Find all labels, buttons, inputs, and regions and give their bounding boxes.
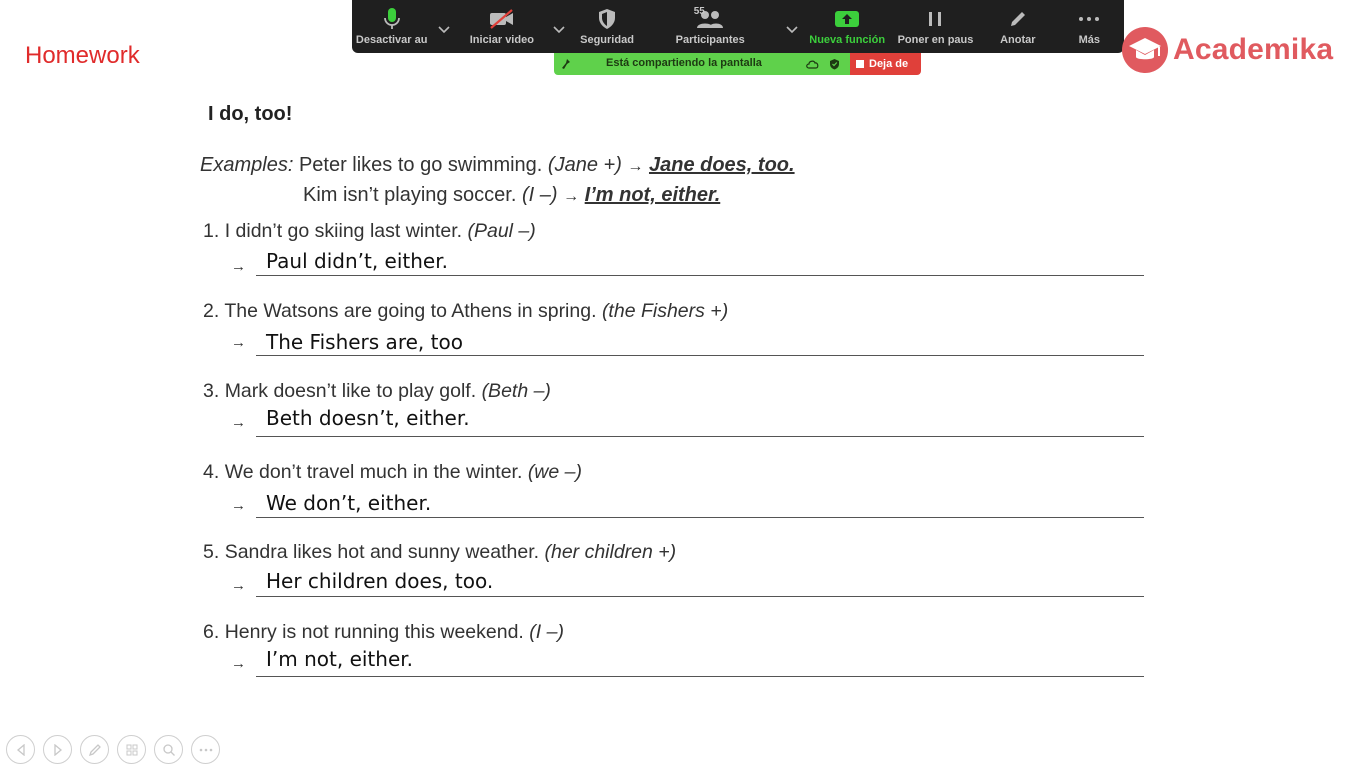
exercise-number: 3. — [203, 380, 220, 402]
magnifier-icon — [162, 743, 176, 757]
answer-row — [203, 246, 1148, 278]
exercise-number: 1. — [203, 220, 220, 242]
exercise-hint: (I –) — [529, 621, 564, 643]
answer-row — [203, 406, 1148, 440]
answer-underline — [256, 517, 1144, 518]
answer-row — [203, 326, 1148, 360]
answer-underline — [256, 596, 1144, 597]
example-answer: I’m not, either. — [584, 184, 721, 206]
exercise-question — [203, 220, 1148, 246]
mute-label: Desactivar au — [355, 34, 428, 46]
previous-slide-button[interactable] — [6, 735, 35, 764]
arrow-icon: → — [231, 577, 246, 594]
exercise-item-5 — [203, 541, 1148, 601]
chevron-down-icon — [438, 26, 450, 34]
exercise-question — [203, 461, 1148, 487]
see-all-slides-button[interactable] — [117, 735, 146, 764]
ellipsis-icon — [1078, 4, 1100, 34]
pin-icon — [561, 58, 571, 70]
example-hint: (Jane +) — [547, 154, 622, 176]
video-off-icon — [488, 4, 516, 34]
exercise-sentence: Mark doesn’t like to play golf. — [224, 380, 477, 402]
arrow-icon: → — [231, 414, 246, 431]
exercise-question — [203, 380, 1148, 406]
exercise-hint: (Paul –) — [467, 220, 536, 242]
microphone-icon — [383, 4, 401, 34]
exercise-hint: (Beth –) — [481, 380, 551, 402]
answer-underline — [256, 436, 1144, 437]
exercise-hint: (her children +) — [544, 541, 677, 563]
exercise-item-1 — [203, 220, 1148, 278]
exercise-number: 2. — [203, 300, 220, 322]
answer-text: Beth doesn’t, either. — [266, 406, 470, 430]
brand — [1121, 26, 1333, 74]
chevron-down-icon — [786, 26, 798, 34]
zoom-meeting-toolbar — [352, 0, 1124, 53]
answer-text: Her children does, too. — [266, 569, 494, 593]
participants-count: 55 — [693, 6, 705, 17]
pencil-icon — [1008, 4, 1028, 34]
exercise-question — [203, 300, 1148, 326]
exercise-sentence: I didn’t go skiing last winter. — [224, 220, 463, 242]
exercise-question — [203, 541, 1148, 567]
example-line-1 — [200, 151, 795, 181]
shield-icon — [597, 4, 617, 34]
answer-row — [203, 647, 1148, 681]
presentation-controls — [6, 735, 220, 764]
exercise-hint: (the Fishers +) — [601, 300, 729, 322]
shield-check-icon — [829, 58, 840, 70]
exercise-item-3 — [203, 380, 1148, 440]
examples-block — [200, 151, 795, 211]
annotate-button[interactable] — [981, 0, 1054, 53]
pause-share-button[interactable] — [890, 0, 981, 53]
answer-text: I’m not, either. — [266, 647, 413, 671]
next-arrow-icon — [53, 744, 63, 756]
exercise-heading: I do, too! — [208, 103, 293, 125]
answer-underline — [256, 275, 1144, 276]
exercise-sentence: Henry is not running this weekend. — [224, 621, 524, 643]
arrow-icon: → — [231, 334, 246, 351]
answer-underline — [256, 355, 1144, 356]
answer-row — [203, 487, 1148, 521]
exercise-item-4 — [203, 461, 1148, 521]
screen-share-status-bar — [554, 53, 921, 75]
ellipsis-icon — [199, 748, 213, 752]
stop-share-button[interactable] — [850, 53, 921, 75]
share-status[interactable] — [554, 53, 850, 75]
example-answer: Jane does, too. — [648, 154, 795, 176]
answer-text: The Fishers are, too — [266, 330, 463, 354]
exercise-hint: (we –) — [527, 461, 582, 483]
audio-options-caret[interactable] — [431, 0, 457, 53]
example-line-2 — [200, 181, 795, 211]
chevron-down-icon — [553, 26, 565, 34]
participants-label: Participantes — [675, 34, 745, 46]
mute-button[interactable] — [352, 0, 431, 53]
participants-button[interactable] — [642, 0, 779, 53]
more-options-button[interactable] — [191, 735, 220, 764]
cloud-icon — [806, 59, 820, 69]
examples-label: Examples: — [200, 154, 294, 176]
previous-arrow-icon — [16, 744, 26, 756]
pen-tool-button[interactable] — [80, 735, 109, 764]
pause-label: Poner en paus — [897, 34, 974, 46]
exercise-number: 6. — [203, 621, 220, 643]
share-status-text: Está compartiendo la pantalla — [606, 57, 762, 69]
participants-options-caret[interactable] — [779, 0, 805, 53]
arrow-icon: → — [231, 655, 246, 672]
academika-logo-icon — [1121, 26, 1169, 74]
answer-underline — [256, 676, 1144, 677]
arrow-icon: → — [231, 258, 246, 275]
annotate-label: Anotar — [1000, 34, 1036, 46]
example-hint: (I –) — [521, 184, 558, 206]
exercise-sentence: Sandra likes hot and sunny weather. — [224, 541, 540, 563]
answer-row — [203, 567, 1148, 601]
more-label: Más — [1078, 34, 1100, 46]
share-up-arrow-icon — [834, 4, 860, 34]
exercise-sentence: We don’t travel much in the winter. — [224, 461, 523, 483]
pause-icon — [926, 4, 944, 34]
exercise-question — [203, 621, 1148, 647]
next-slide-button[interactable] — [43, 735, 72, 764]
zoom-slide-button[interactable] — [154, 735, 183, 764]
exercise-number: 4. — [203, 461, 220, 483]
arrow-icon: → — [231, 497, 246, 514]
start-video-button[interactable] — [457, 0, 546, 53]
exercise-sentence: The Watsons are going to Athens in spring. — [224, 300, 597, 322]
stop-share-label: Deja de — [869, 58, 909, 70]
security-label: Seguridad — [580, 34, 634, 46]
answer-text: Paul didn’t, either. — [266, 249, 448, 273]
security-button[interactable] — [572, 0, 641, 53]
slide-title: Homework — [25, 42, 140, 69]
example-sentence: Kim isn’t playing soccer. — [303, 184, 517, 206]
example-sentence: Peter likes to go swimming. — [298, 154, 543, 176]
video-label: Iniciar video — [469, 34, 534, 46]
new-share-button[interactable] — [804, 0, 889, 53]
answer-text: We don’t, either. — [266, 491, 432, 515]
more-button[interactable] — [1055, 0, 1124, 53]
arrow-icon: → — [563, 188, 580, 205]
arrow-icon: → — [627, 158, 644, 175]
slides-grid-icon — [125, 743, 139, 757]
pen-icon — [88, 743, 102, 757]
exercise-item-2 — [203, 300, 1148, 360]
exercise-number: 5. — [203, 541, 220, 563]
video-options-caret[interactable] — [547, 0, 573, 53]
new-share-label: Nueva función — [809, 34, 886, 46]
brand-name: Academika — [1173, 33, 1334, 66]
stop-square-icon — [856, 60, 864, 68]
exercise-item-6 — [203, 621, 1148, 681]
